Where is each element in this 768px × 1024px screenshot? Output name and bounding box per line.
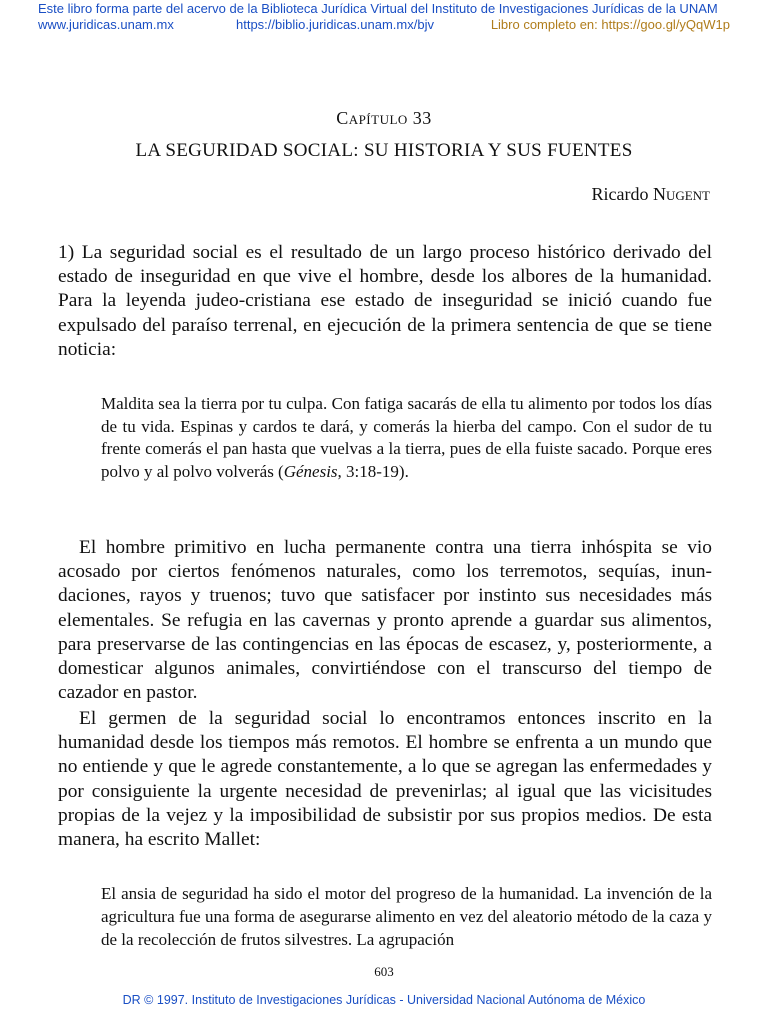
- author-last-name: Nugent: [652, 184, 710, 204]
- paragraph-3: El germen de la seguridad social lo encontramos entonces inscrito en la humanidad desde los tiempos más remotos. El hombre se enfrenta a un mundo que no entiende y que le agrede constantemente, a lo que se agregan las enfermedades y por consiguiente la urgente necesidad de prevenirlas; al igual que las vicisitudes propias de la vejez y la imposibilidad de subsistir por sus propios medios. De esta manera, ha escrito Mallet:: [58, 708, 712, 851]
- author: [591, 184, 710, 205]
- quote-reference: , 3:18-19).: [337, 461, 409, 481]
- quote-source: Génesis: [283, 461, 338, 481]
- page-number: 603: [374, 964, 394, 979]
- paragraph-1: 1) La seguridad social es el resultado de un largo proceso histórico derivado del estado de inseguridad en que vive el hombre, desde los albores de la humanidad. Para la leyenda judeo-cristiana ese estado de inseguridad se inició cuando fue expulsado del paraíso terrenal, en ejecución de la primera sentencia de que se tiene noticia:: [58, 242, 712, 360]
- chapter-title: LA SEGURIDAD SOCIAL: SU HISTORIA Y SUS FUENTES: [135, 140, 633, 161]
- bjv-link[interactable]: https://biblio.juridicas.unam.mx/bjv: [236, 17, 434, 32]
- paragraph-2: El hombre primitivo en lucha permanente contra una tierra inhóspita se vio acosado por ciertos fenómenos naturales, como los terremotos, sequías, inundaciones, rayos y truenos; tuvo que satisfacer por instinto sus necesidades más elementales. Se refugia en las cavernas y pronto aprende a guardar sus alimentos, para preservarse de las contingencias en las épocas de escasez, y, posteriormente, a domesticar algunos animales, convirtiéndose con el transcurso del tiempo de cazador en pastor.: [58, 537, 712, 704]
- block-quote-mallet: El ansia de seguridad ha sido el motor del progreso de la humanidad. La invención de la agricultura fue una forma de asegurarse alimento en vez del aleatorio método de la caza y de la recolección de frutos silvestres. La agrupación: [101, 884, 712, 949]
- site-link[interactable]: www.juridicas.unam.mx: [38, 17, 174, 32]
- chapter-label: Capítulo 33: [336, 108, 432, 128]
- block-quote-genesis: [101, 393, 712, 483]
- quote-text: Maldita sea la tierra por tu culpa. Con fatiga sacarás de ella tu alimento por todos los días de tu vida. Espinas y cardos te dará, y comerás la hierba del campo. Con el sudor de tu frente comerás el pan hasta que vuelvas a la tierra, pues de ella fuiste sacado. Porque eres polvo y al polvo volverás (: [101, 394, 712, 481]
- header-notice: Este libro forma parte del acervo de la Biblioteca Jurídica Virtual del Instituto de Investigaciones Jurídicas de la UNAM: [38, 1, 718, 16]
- full-book-link[interactable]: Libro completo en: https://goo.gl/yQqW1p: [490, 17, 730, 32]
- author-first-name: Ricardo: [591, 184, 649, 204]
- footer-copyright: DR © 1997. Instituto de Investigaciones Jurídicas - Universidad Nacional Autónoma de México: [122, 993, 646, 1007]
